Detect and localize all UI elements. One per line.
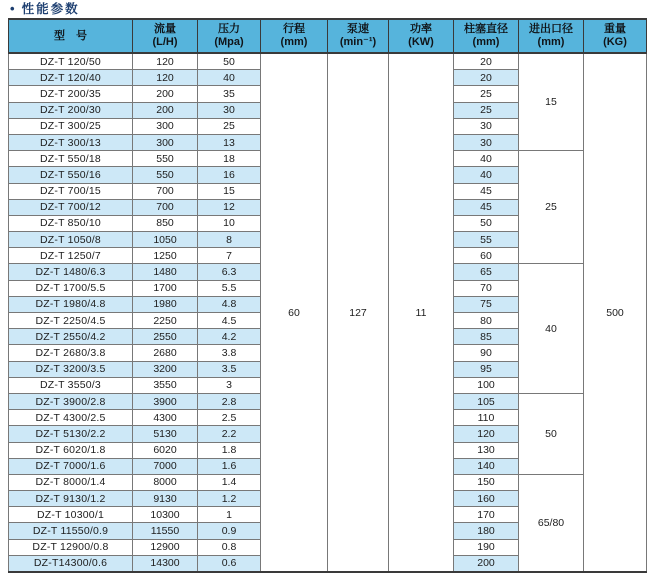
model-cell: DZ-T 6020/1.8: [9, 442, 133, 458]
model-cell: DZ-T 700/12: [9, 199, 133, 215]
plunger-cell: 90: [454, 345, 519, 361]
plunger-cell: 40: [454, 167, 519, 183]
column-label: 行程: [283, 23, 305, 35]
pressure-cell: 0.8: [198, 539, 261, 555]
model-cell: DZ-T 200/30: [9, 102, 133, 118]
plunger-cell: 25: [454, 102, 519, 118]
pressure-cell: 30: [198, 102, 261, 118]
column-header-4: [328, 19, 389, 53]
plunger-cell: 30: [454, 118, 519, 134]
pressure-cell: 7: [198, 248, 261, 264]
model-cell: DZ-T 2550/4.2: [9, 329, 133, 345]
model-cell: DZ-T 3550/3: [9, 377, 133, 393]
plunger-cell: 40: [454, 151, 519, 167]
plunger-cell: 190: [454, 539, 519, 555]
plunger-cell: 60: [454, 248, 519, 264]
flow-cell: 1980: [133, 296, 198, 312]
pressure-cell: 25: [198, 118, 261, 134]
model-cell: DZ-T 4300/2.5: [9, 410, 133, 426]
model-cell: DZ-T 200/35: [9, 86, 133, 102]
power-cell: 11: [389, 53, 454, 572]
model-cell: DZ-T 550/16: [9, 167, 133, 183]
model-cell: DZ-T 3900/2.8: [9, 393, 133, 409]
flow-cell: 5130: [133, 426, 198, 442]
pressure-cell: 2.8: [198, 393, 261, 409]
column-header-7: [519, 19, 584, 53]
plunger-cell: 110: [454, 410, 519, 426]
column-unit: (mm): [280, 36, 308, 48]
flow-cell: 3550: [133, 377, 198, 393]
column-label: 型 号: [54, 29, 87, 42]
flow-cell: 1480: [133, 264, 198, 280]
port-size-cell: 50: [519, 393, 584, 474]
flow-cell: 120: [133, 70, 198, 86]
flow-cell: 12900: [133, 539, 198, 555]
plunger-cell: 95: [454, 361, 519, 377]
flow-cell: 550: [133, 151, 198, 167]
model-cell: DZ-T 9130/1.2: [9, 491, 133, 507]
plunger-cell: 160: [454, 491, 519, 507]
flow-cell: 11550: [133, 523, 198, 539]
flow-cell: 2550: [133, 329, 198, 345]
flow-cell: 6020: [133, 442, 198, 458]
model-cell: DZ-T 550/18: [9, 151, 133, 167]
flow-cell: 3900: [133, 393, 198, 409]
column-label: 功率: [410, 23, 432, 35]
pressure-cell: 10: [198, 215, 261, 231]
pressure-cell: 4.2: [198, 329, 261, 345]
bullet-icon: •: [10, 0, 15, 16]
spec-table: [8, 18, 647, 573]
flow-cell: 700: [133, 183, 198, 199]
pressure-cell: 18: [198, 151, 261, 167]
column-header-5: [389, 19, 454, 53]
pressure-cell: 3: [198, 377, 261, 393]
plunger-cell: 20: [454, 70, 519, 86]
flow-cell: 200: [133, 86, 198, 102]
model-cell: DZ-T 10300/1: [9, 507, 133, 523]
pressure-cell: 50: [198, 53, 261, 70]
pressure-cell: 1.2: [198, 491, 261, 507]
stroke-cell: 60: [261, 53, 328, 572]
column-label: 压力: [218, 23, 240, 35]
model-cell: DZ-T 1700/5.5: [9, 280, 133, 296]
column-header-8: [584, 19, 647, 53]
flow-cell: 1050: [133, 232, 198, 248]
pressure-cell: 16: [198, 167, 261, 183]
model-cell: DZ-T 11550/0.9: [9, 523, 133, 539]
port-size-cell: 40: [519, 264, 584, 394]
flow-cell: 2680: [133, 345, 198, 361]
weight-cell: 500: [584, 53, 647, 572]
model-cell: DZ-T 120/50: [9, 53, 133, 70]
pressure-cell: 35: [198, 86, 261, 102]
flow-cell: 9130: [133, 491, 198, 507]
plunger-cell: 170: [454, 507, 519, 523]
model-cell: DZ-T 120/40: [9, 70, 133, 86]
flow-cell: 550: [133, 167, 198, 183]
plunger-cell: 80: [454, 313, 519, 329]
plunger-cell: 130: [454, 442, 519, 458]
pressure-cell: 12: [198, 199, 261, 215]
model-cell: DZ-T 1480/6.3: [9, 264, 133, 280]
port-size-cell: 15: [519, 53, 584, 151]
plunger-cell: 20: [454, 53, 519, 70]
model-cell: DZ-T 300/25: [9, 118, 133, 134]
plunger-cell: 140: [454, 458, 519, 474]
column-header-1: [133, 19, 198, 53]
pump-speed-cell: 127: [328, 53, 389, 572]
column-label: 重量: [604, 23, 626, 35]
table-body: [9, 53, 647, 572]
plunger-cell: 85: [454, 329, 519, 345]
model-cell: DZ-T 850/10: [9, 215, 133, 231]
column-label: 柱塞直径: [464, 23, 508, 35]
flow-cell: 300: [133, 134, 198, 150]
flow-cell: 1250: [133, 248, 198, 264]
model-cell: DZ-T 8000/1.4: [9, 474, 133, 490]
plunger-cell: 50: [454, 215, 519, 231]
model-cell: DZ-T 1980/4.8: [9, 296, 133, 312]
model-cell: DZ-T 1050/8: [9, 232, 133, 248]
column-header-6: [454, 19, 519, 53]
plunger-cell: 180: [454, 523, 519, 539]
pressure-cell: 6.3: [198, 264, 261, 280]
model-cell: DZ-T 1250/7: [9, 248, 133, 264]
column-unit: (KW): [408, 36, 434, 48]
section-title: [10, 0, 80, 16]
plunger-cell: 150: [454, 474, 519, 490]
column-unit: (mm): [472, 36, 500, 48]
pressure-cell: 2.2: [198, 426, 261, 442]
model-cell: DZ-T 5130/2.2: [9, 426, 133, 442]
pressure-cell: 1: [198, 507, 261, 523]
column-label: 进出口径: [529, 23, 573, 35]
column-unit: (Mpa): [214, 36, 244, 48]
column-header-0: [9, 19, 133, 53]
plunger-cell: 30: [454, 134, 519, 150]
flow-cell: 10300: [133, 507, 198, 523]
flow-cell: 14300: [133, 555, 198, 572]
plunger-cell: 105: [454, 393, 519, 409]
pressure-cell: 40: [198, 70, 261, 86]
plunger-cell: 55: [454, 232, 519, 248]
page-title: 性能参数: [21, 2, 80, 16]
model-cell: DZ-T 12900/0.8: [9, 539, 133, 555]
pressure-cell: 3.5: [198, 361, 261, 377]
model-cell: DZ-T 300/13: [9, 134, 133, 150]
column-unit: (L/H): [152, 36, 178, 48]
flow-cell: 700: [133, 199, 198, 215]
plunger-cell: 45: [454, 199, 519, 215]
pressure-cell: 0.6: [198, 555, 261, 572]
pressure-cell: 15: [198, 183, 261, 199]
pressure-cell: 13: [198, 134, 261, 150]
pressure-cell: 4.8: [198, 296, 261, 312]
flow-cell: 200: [133, 102, 198, 118]
model-cell: DZ-T14300/0.6: [9, 555, 133, 572]
column-unit: (KG): [603, 36, 627, 48]
column-header-2: [198, 19, 261, 53]
flow-cell: 1700: [133, 280, 198, 296]
plunger-cell: 70: [454, 280, 519, 296]
column-label: 泵速: [347, 23, 369, 35]
pressure-cell: 4.5: [198, 313, 261, 329]
model-cell: DZ-T 700/15: [9, 183, 133, 199]
pressure-cell: 1.6: [198, 458, 261, 474]
flow-cell: 2250: [133, 313, 198, 329]
column-unit: (mm): [537, 36, 565, 48]
plunger-cell: 100: [454, 377, 519, 393]
column-unit: (min⁻¹): [339, 36, 377, 48]
pressure-cell: 3.8: [198, 345, 261, 361]
flow-cell: 850: [133, 215, 198, 231]
pressure-cell: 8: [198, 232, 261, 248]
pressure-cell: 2.5: [198, 410, 261, 426]
plunger-cell: 25: [454, 86, 519, 102]
plunger-cell: 200: [454, 555, 519, 572]
model-cell: DZ-T 2250/4.5: [9, 313, 133, 329]
flow-cell: 120: [133, 53, 198, 70]
model-cell: DZ-T 7000/1.6: [9, 458, 133, 474]
plunger-cell: 120: [454, 426, 519, 442]
pressure-cell: 1.4: [198, 474, 261, 490]
flow-cell: 8000: [133, 474, 198, 490]
column-header-3: [261, 19, 328, 53]
column-label: 流量: [154, 23, 176, 35]
table-header-row: [9, 19, 647, 53]
port-size-cell: 25: [519, 151, 584, 264]
port-size-cell: 65/80: [519, 474, 584, 572]
table-row: [9, 53, 647, 70]
flow-cell: 3200: [133, 361, 198, 377]
model-cell: DZ-T 3200/3.5: [9, 361, 133, 377]
plunger-cell: 45: [454, 183, 519, 199]
plunger-cell: 65: [454, 264, 519, 280]
flow-cell: 4300: [133, 410, 198, 426]
plunger-cell: 75: [454, 296, 519, 312]
model-cell: DZ-T 2680/3.8: [9, 345, 133, 361]
pressure-cell: 0.9: [198, 523, 261, 539]
flow-cell: 7000: [133, 458, 198, 474]
pressure-cell: 5.5: [198, 280, 261, 296]
flow-cell: 300: [133, 118, 198, 134]
pressure-cell: 1.8: [198, 442, 261, 458]
